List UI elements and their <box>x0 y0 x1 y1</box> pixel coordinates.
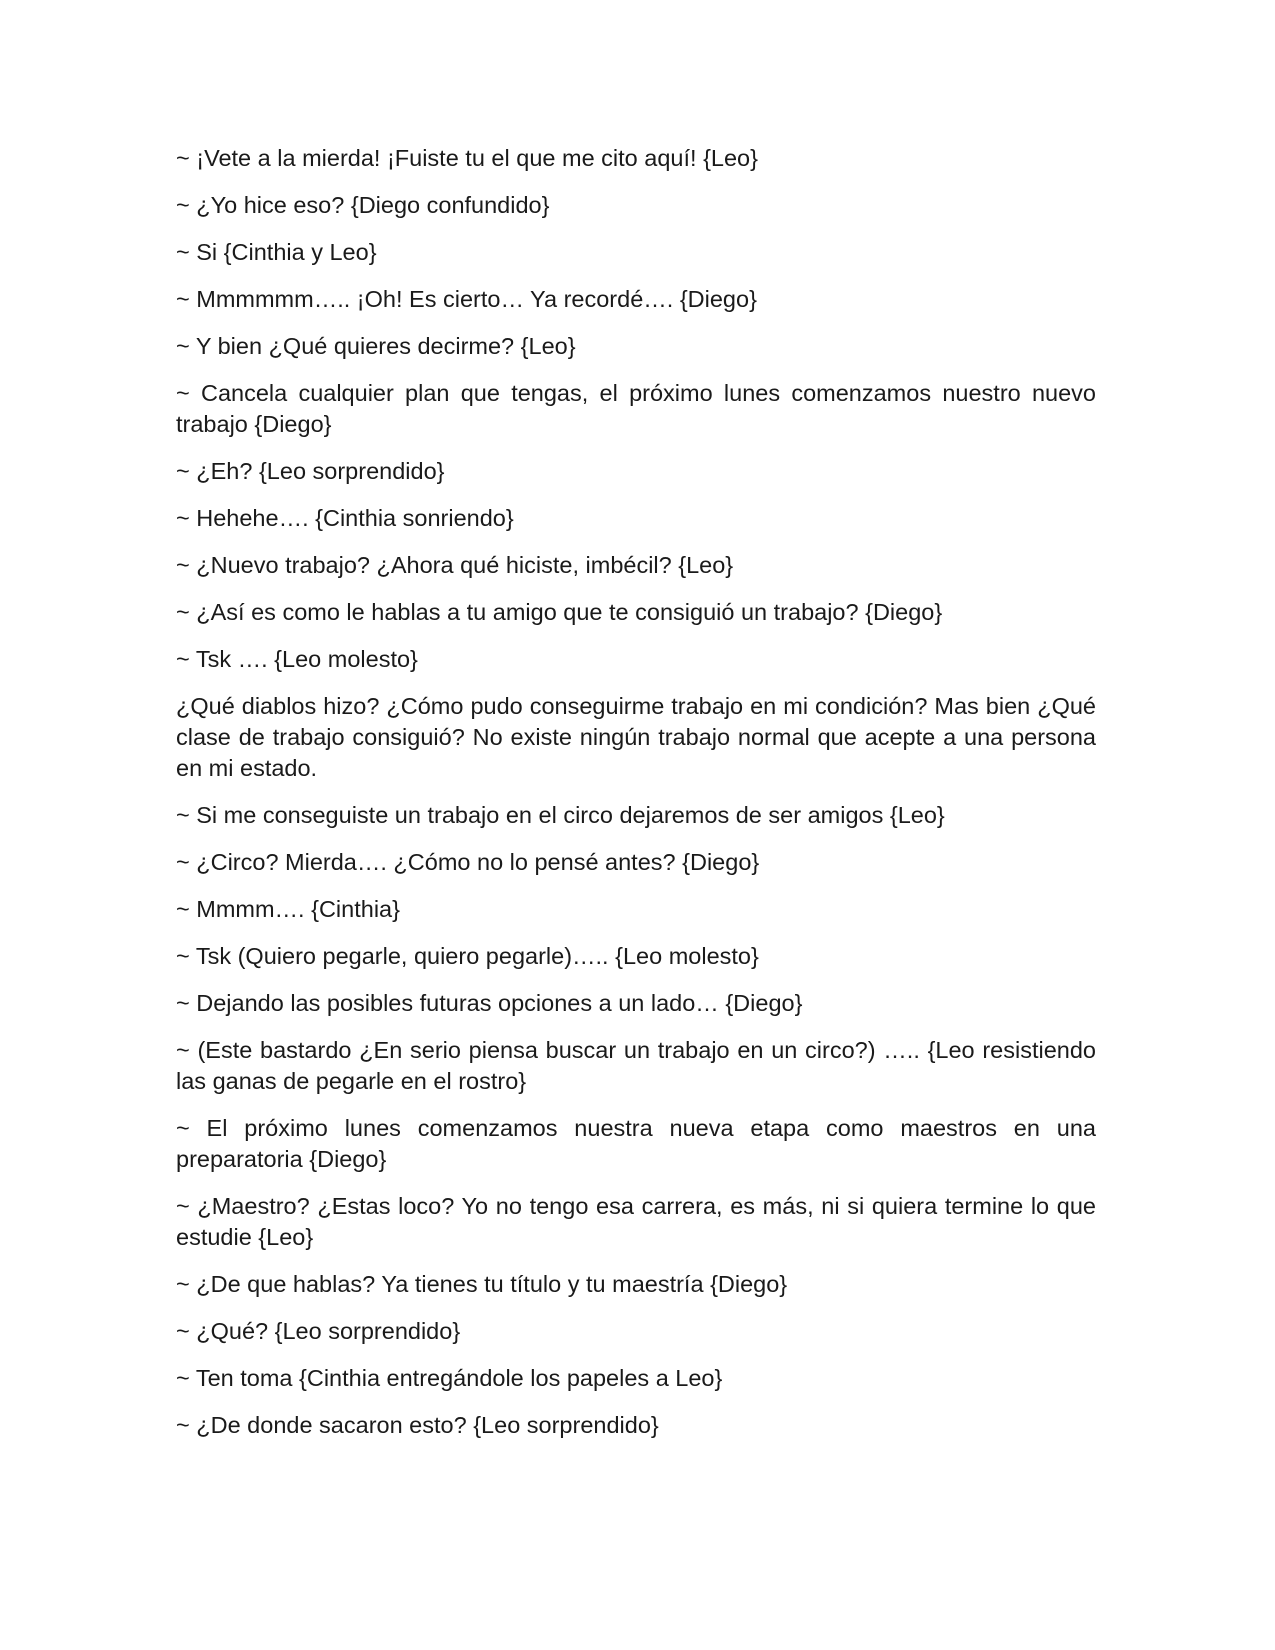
dialogue-line: ~ Mmmm…. {Cinthia} <box>176 896 400 922</box>
dialogue-line: ~ Dejando las posibles futuras opciones a un lado… {Diego} <box>176 990 803 1016</box>
dialogue-line: ~ ¿Eh? {Leo sorprendido} <box>176 458 445 484</box>
dialogue-line: ~ ¿Así es como le hablas a tu amigo que te consiguió un trabajo? {Diego} <box>176 599 943 625</box>
narration-paragraph: ¿Qué diablos hizo? ¿Cómo pudo conseguirme trabajo en mi condición? Mas bien ¿Qué clase de trabajo consiguió? No existe ningún trabajo normal que acepte a una persona en mi estado. <box>176 693 1096 781</box>
dialogue-line: ~ ¿Nuevo trabajo? ¿Ahora qué hiciste, imbécil? {Leo} <box>176 552 734 578</box>
dialogue-line: ~ ¿Yo hice eso? {Diego confundido} <box>176 192 550 218</box>
dialogue-line: ~ ¿De donde sacaron esto? {Leo sorprendido} <box>176 1412 659 1438</box>
dialogue-line: ~ (Este bastardo ¿En serio piensa buscar un trabajo en un circo?) ….. {Leo resistiendo las ganas de pegarle en el rostro} <box>176 1037 1096 1094</box>
dialogue-line: ~ Si {Cinthia y Leo} <box>176 239 377 265</box>
dialogue-line: ~ Mmmmmm….. ¡Oh! Es cierto… Ya recordé…. {Diego} <box>176 286 757 312</box>
document-body <box>176 143 1096 1457</box>
dialogue-line: ~ Ten toma {Cinthia entregándole los papeles a Leo} <box>176 1365 723 1391</box>
dialogue-line: ~ El próximo lunes comenzamos nuestra nueva etapa como maestros en una preparatoria {Diego} <box>176 1115 1096 1172</box>
dialogue-line: ~ Si me conseguiste un trabajo en el circo dejaremos de ser amigos {Leo} <box>176 802 945 828</box>
dialogue-line: ~ ¡Vete a la mierda! ¡Fuiste tu el que me cito aquí! {Leo} <box>176 145 758 171</box>
dialogue-line: ~ ¿Circo? Mierda…. ¿Cómo no lo pensé antes? {Diego} <box>176 849 760 875</box>
dialogue-line: ~ ¿Qué? {Leo sorprendido} <box>176 1318 461 1344</box>
dialogue-line: ~ Hehehe…. {Cinthia sonriendo} <box>176 505 514 531</box>
dialogue-line: ~ ¿De que hablas? Ya tienes tu título y tu maestría {Diego} <box>176 1271 788 1297</box>
dialogue-line: ~ ¿Maestro? ¿Estas loco? Yo no tengo esa carrera, es más, ni si quiera termine lo que estudie {Leo} <box>176 1193 1096 1250</box>
dialogue-line: ~ Tsk …. {Leo molesto} <box>176 646 418 672</box>
dialogue-line: ~ Tsk (Quiero pegarle, quiero pegarle)….. {Leo molesto} <box>176 943 759 969</box>
dialogue-line: ~ Cancela cualquier plan que tengas, el próximo lunes comenzamos nuestro nuevo trabajo {Diego} <box>176 380 1096 437</box>
dialogue-line: ~ Y bien ¿Qué quieres decirme? {Leo} <box>176 333 576 359</box>
